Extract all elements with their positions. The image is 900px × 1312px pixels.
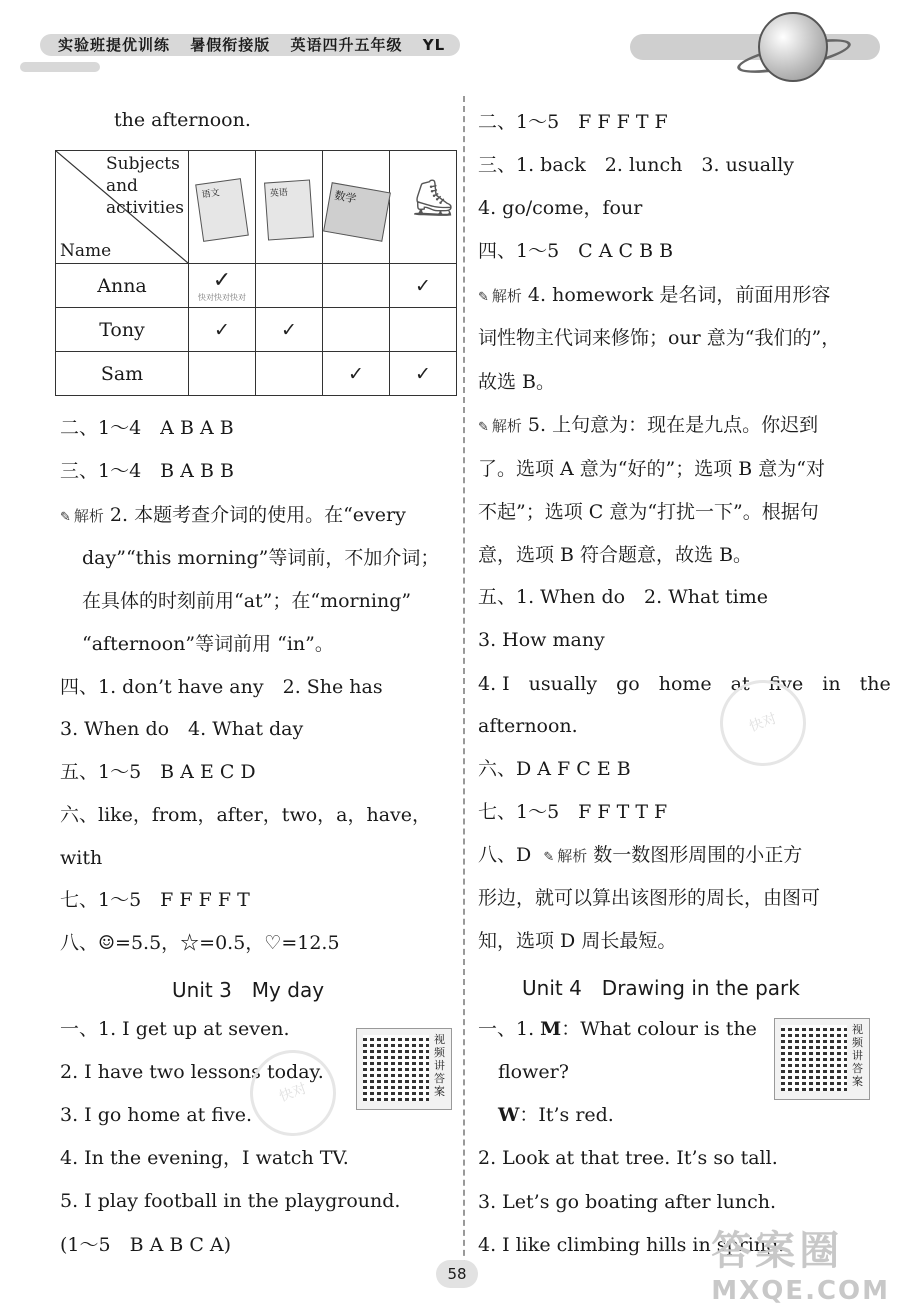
answer-line: 4. In the evening，I watch TV.: [60, 1147, 349, 1169]
analysis-line: 了。选项 A 意为“好的”；选项 B 意为“对: [478, 458, 825, 480]
answer-line: 3. I go home at five.: [60, 1104, 253, 1126]
answer-line: 4. go/come，four: [478, 197, 643, 219]
table-row-name: Tony: [56, 308, 189, 352]
analysis-label: ✎ 解析: [478, 287, 522, 305]
analysis-line: 在具体的时刻前用“at”；在“morning”: [82, 590, 412, 612]
check-cell: ✓: [256, 308, 323, 352]
unit-3-title: Unit 3 My day: [172, 978, 325, 1002]
header-subject: 英语四升五年级: [290, 36, 403, 54]
answer-line: 七、1～5 F F T T F: [478, 801, 668, 823]
qr-label: 视频讲答案: [852, 1023, 863, 1088]
check-cell: [189, 352, 256, 396]
check-cell: ✓: [390, 264, 457, 308]
answer-line: 四、1. don’t have any 2. She has: [60, 676, 383, 698]
analysis-label: ✎ 解析: [543, 847, 587, 865]
answer-line: 5. I play football in the playground.: [60, 1190, 401, 1212]
answer-line: 3. Let’s go boating after lunch.: [478, 1191, 777, 1213]
answer-line: with: [60, 847, 103, 869]
check-mark: ✓: [212, 268, 232, 293]
analysis-line: ✎ 解析 5. 上句意为：现在是九点。你迟到: [478, 413, 818, 440]
answer-line: 六、like，from，after，two，a，have，: [60, 804, 432, 826]
check-cell: [256, 352, 323, 396]
answer-line: 2. Look at that tree. It’s so tall.: [478, 1147, 778, 1169]
table-row-name: Sam: [56, 352, 189, 396]
answer-line: 八、☺=5.5，☆=0.5，♡=12.5: [60, 932, 340, 954]
answer-line: 一、1. M：What colour is the: [478, 1018, 757, 1040]
answer-line: 六、D A F C E B: [478, 758, 631, 780]
table-row-name: Anna: [56, 264, 189, 308]
schedule-table: [55, 150, 457, 396]
watermark-logo: 快对: [238, 1038, 348, 1148]
check-cell: ✓: [323, 352, 390, 396]
name-label: Name: [60, 241, 112, 261]
answer-line: 三、1～4 B A B B: [60, 460, 234, 482]
answer-line: 3. When do 4. What day: [60, 718, 304, 740]
answer-line: 五、1～5 B A E C D: [60, 761, 256, 783]
analysis-line: 意，选项 B 符合题意，故选 B。: [478, 544, 753, 566]
subjects-label: Subjects and activities: [105, 154, 184, 218]
table-watermark: 快对快对快对: [198, 293, 246, 302]
analysis-line: 不起”；选项 C 意为“打扰一下”。根据句: [478, 501, 819, 523]
chinese-book-icon: 语文: [189, 151, 255, 263]
analysis-label: ✎ 解析: [60, 507, 104, 525]
site-stamp: 答案圈 MXQE.COM: [711, 1228, 890, 1306]
check-cell: [323, 308, 390, 352]
check-cell: [390, 308, 457, 352]
check-cell: [256, 264, 323, 308]
answer-line: 二、1～4 A B A B: [60, 417, 234, 439]
analysis-line: 形边，就可以算出该图形的周长，由图可: [478, 887, 821, 909]
answer-line: (1～5 B A B C A): [60, 1234, 232, 1256]
check-cell: ✓: [390, 352, 457, 396]
analysis-line: 知，选项 D 周长最短。: [478, 930, 677, 952]
planet-icon: [758, 12, 828, 82]
header-book: 实验班提优训练: [58, 36, 171, 54]
answer-line: 一、1. I get up at seven.: [60, 1018, 290, 1040]
check-cell: ✓: [189, 308, 256, 352]
table-header-diagonal: [56, 151, 188, 263]
answer-line: 四、1～5 C A C B B: [478, 240, 674, 262]
answer-line: 2. I have two lessons today.: [60, 1061, 324, 1083]
column-divider: [463, 96, 465, 1276]
answer-line: the afternoon.: [114, 109, 251, 131]
unit-4-title: Unit 4 Drawing in the park: [522, 976, 800, 1000]
qr-code-icon[interactable]: [774, 1018, 870, 1100]
analysis-line: ✎ 解析 2. 本题考查介词的使用。在“every: [60, 503, 406, 530]
answer-line: 二、1～5 F F F T F: [478, 111, 668, 133]
analysis-line: ✎ 解析 4. homework 是名词，前面用形容: [478, 283, 830, 310]
skating-icon: ⛸: [410, 178, 456, 219]
header-title: [58, 34, 459, 55]
english-book-icon: 英语: [256, 151, 322, 263]
header-edition: 暑假衔接版: [190, 36, 271, 54]
header-version: YL: [422, 36, 446, 54]
answer-line: 三、1. back 2. lunch 3. usually: [478, 154, 795, 176]
answer-line: flower?: [498, 1061, 569, 1083]
analysis-line: 故选 B。: [478, 371, 556, 393]
check-cell: [323, 264, 390, 308]
answer-line: W：It’s red.: [498, 1104, 614, 1126]
analysis-line: 词性物主代词来修饰；our 意为“我们的”，: [478, 327, 841, 349]
page-number: 58: [436, 1260, 478, 1288]
page-header: [0, 0, 900, 88]
math-book-icon: 数学: [323, 151, 389, 263]
answer-line: 七、1～5 F F F F T: [60, 889, 250, 911]
qr-code-icon[interactable]: [356, 1028, 452, 1110]
analysis-line: day”“this morning”等词前，不加介词；: [82, 547, 440, 569]
answer-line: 五、1. When do 2. What time: [478, 586, 768, 608]
qr-label: 视频讲答案: [434, 1033, 445, 1098]
watermark-logo: 快对: [708, 668, 818, 778]
answer-line: 3. How many: [478, 629, 605, 651]
answer-line: 4. I usually go home at five in the: [478, 673, 891, 695]
analysis-line: “afternoon”等词前用 “in”。: [82, 633, 334, 655]
answer-line: 4. I like climbing hills in spring.: [478, 1234, 785, 1256]
answer-line: afternoon.: [478, 715, 578, 737]
analysis-label: ✎ 解析: [478, 417, 522, 435]
analysis-line: 八、D ✎ 解析 数一数图形周围的小正方: [478, 843, 802, 870]
